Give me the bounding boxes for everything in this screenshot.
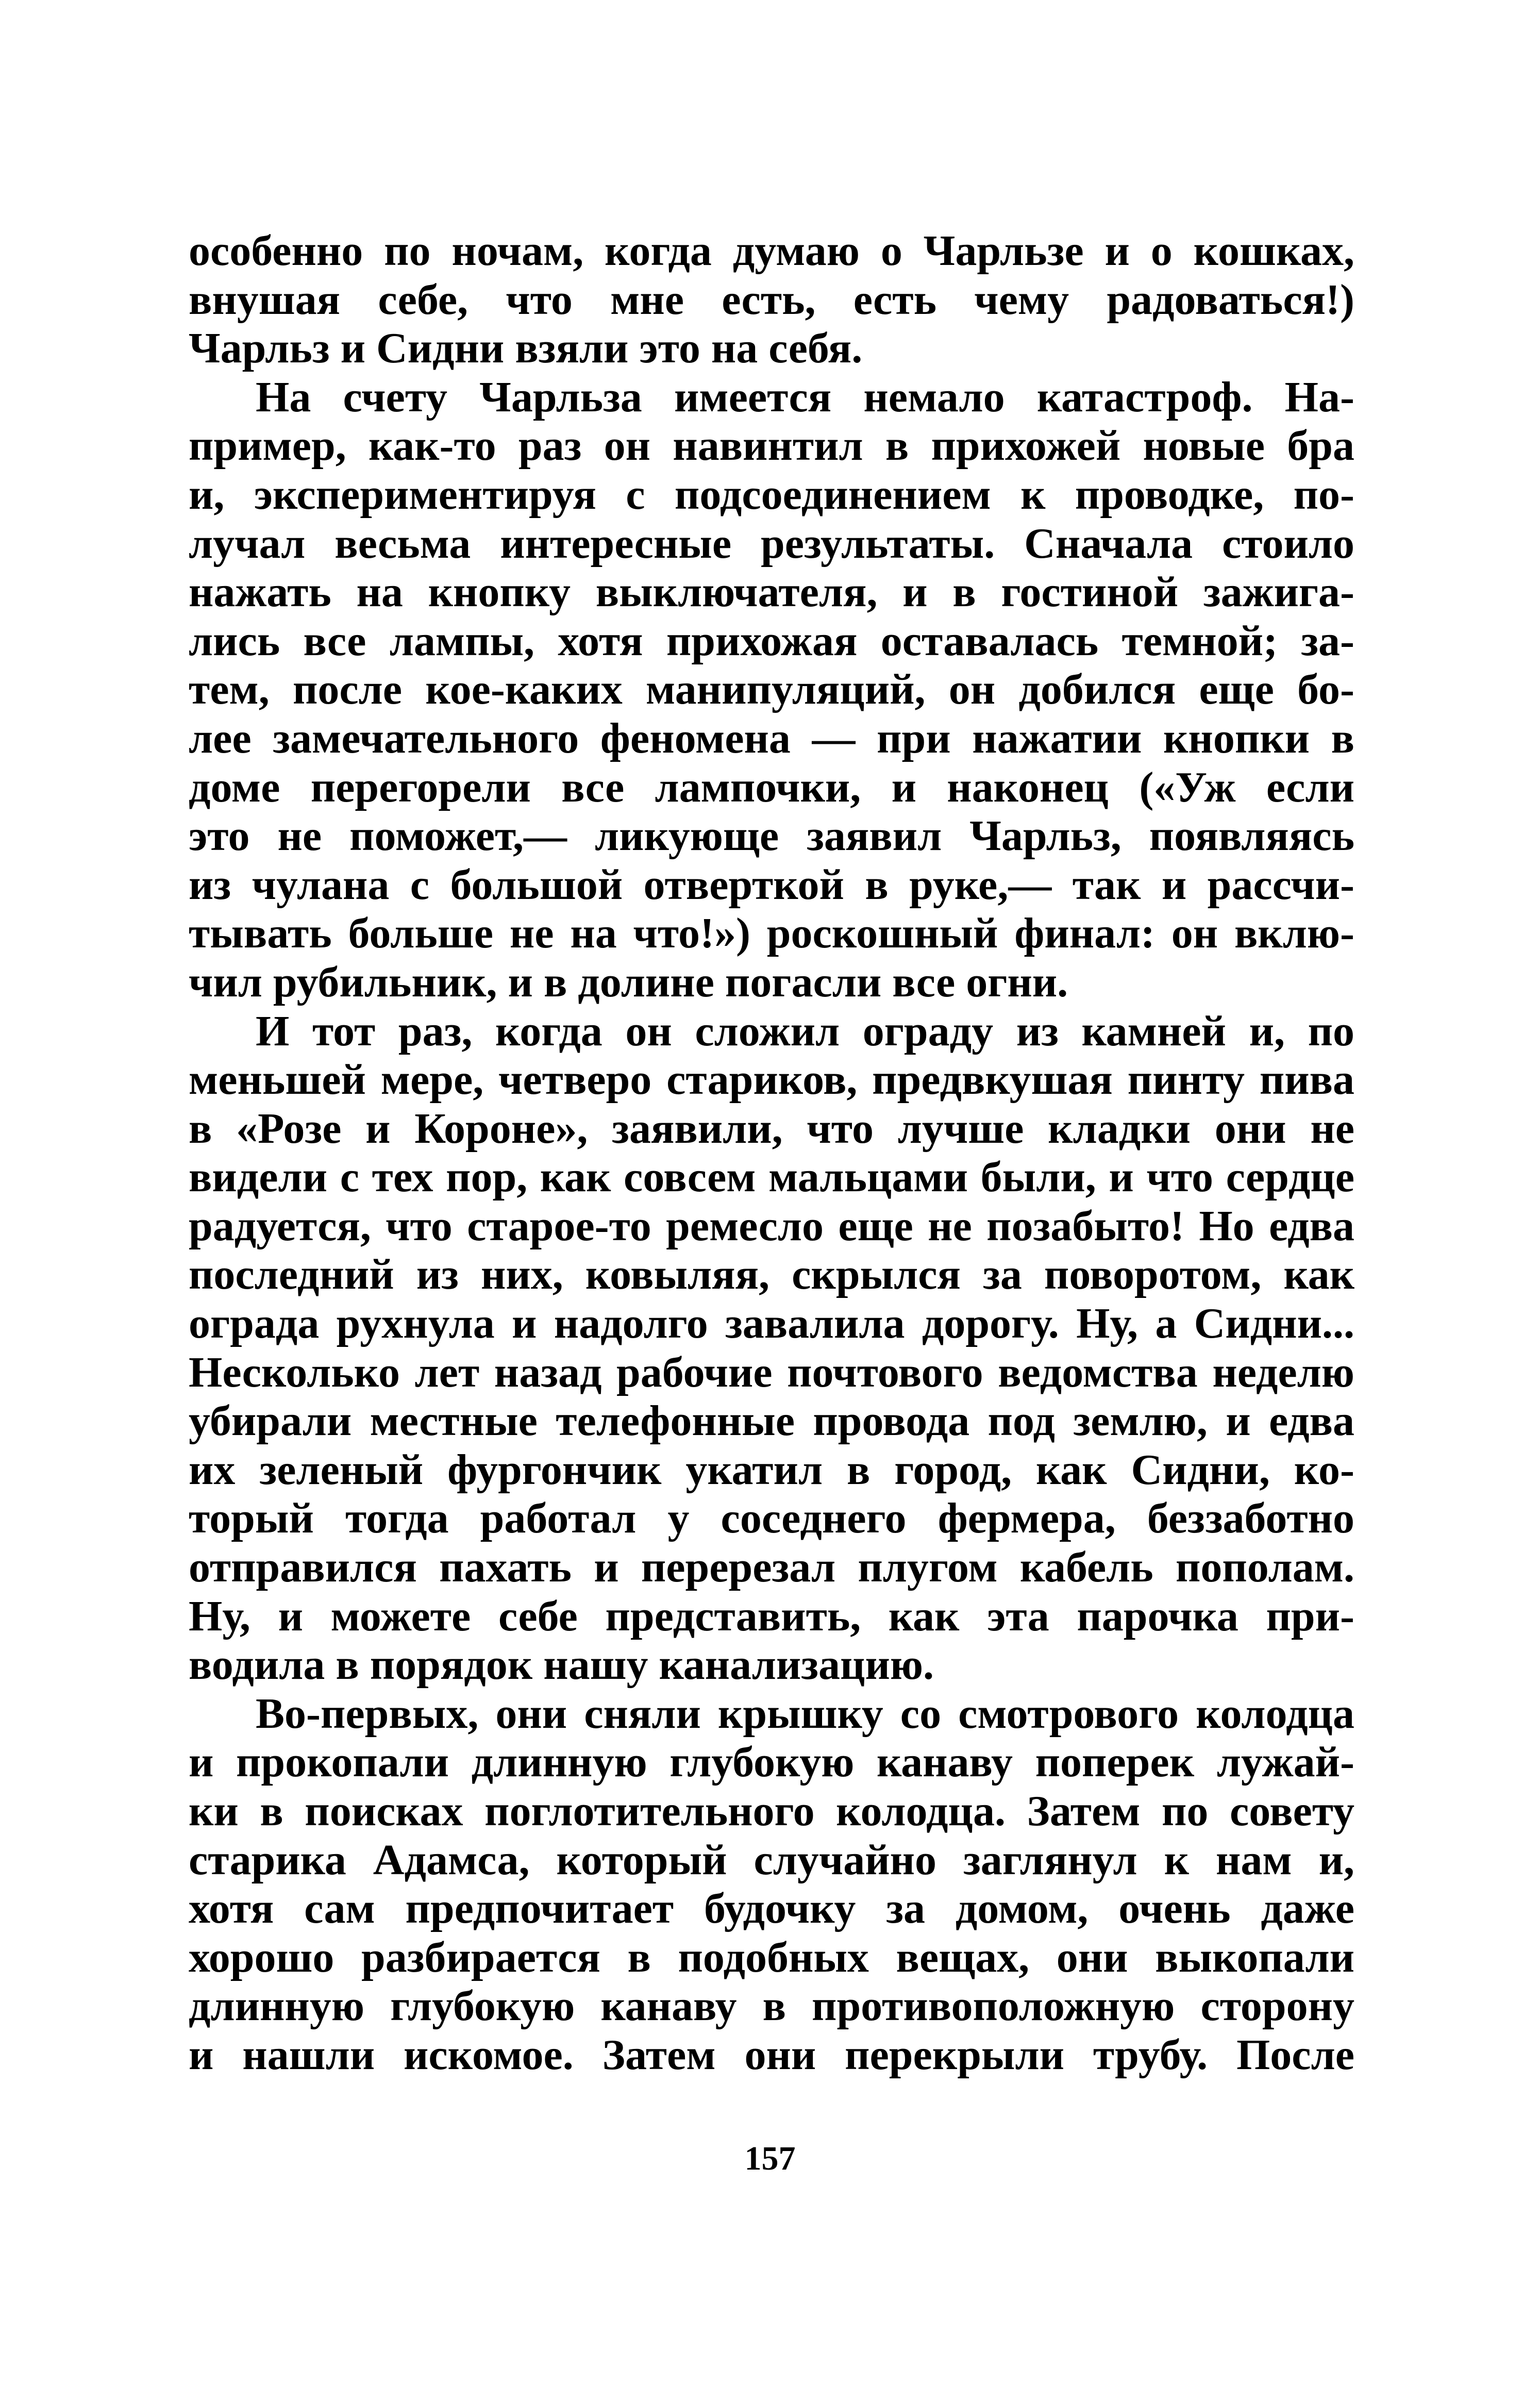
text-line: Ну, и можете себе представить, как эта парочка при- — [189, 1592, 1354, 1640]
text-line: тывать больше не на что!») роскошный финал: он вклю- — [189, 909, 1354, 958]
text-line: из чулана с большой отверткой в руке,— так и рассчи- — [189, 860, 1354, 909]
text-line: лее замечательного феномена — при нажатии кнопки в — [189, 714, 1354, 762]
text-line: торый тогда работал у соседнего фермера, беззаботно — [189, 1494, 1354, 1543]
text-line: водила в порядок нашу канализацию. — [189, 1641, 934, 1689]
text-line: ограда рухнула и надолго завалила дорогу. Ну, а Сидни... — [189, 1299, 1354, 1348]
text-line: Во-первых, они сняли крышку со смотрового колодца — [256, 1689, 1354, 1738]
text-line: в «Розе и Короне», заявили, что лучше кладки они не — [189, 1104, 1354, 1153]
text-line: отправился пахать и перерезал плугом кабель пополам. — [189, 1543, 1354, 1592]
text-line: старика Адамса, который случайно заглянул к нам и, — [189, 1836, 1354, 1884]
text-line: чил рубильник, и в долине погасли все огни. — [189, 958, 1068, 1006]
text-line: нажать на кнопку выключателя, и в гостиной зажига- — [189, 568, 1354, 616]
text-line: особенно по ночам, когда думаю о Чарльзе и о кошках, — [189, 227, 1354, 275]
text-line: пример, как-то раз он навинтил в прихожей новые бра — [189, 422, 1354, 470]
text-line: последний из них, ковыляя, скрылся за поворотом, как — [189, 1251, 1354, 1299]
text-line: лучал весьма интересные результаты. Сначала стоило — [189, 519, 1354, 568]
text-line: хорошо разбирается в подобных вещах, они выкопали — [189, 1933, 1354, 1981]
text-line: и прокопали длинную глубокую канаву поперек лужай- — [189, 1738, 1354, 1787]
text-line: убирали местные телефонные провода под землю, и едва — [189, 1397, 1354, 1445]
text-line: радуется, что старое-то ремесло еще не позабыто! Но едва — [189, 1202, 1354, 1250]
page-number: 157 — [744, 2140, 796, 2177]
text-line: Несколько лет назад рабочие почтового ведомства неделю — [189, 1348, 1354, 1396]
text-line: лись все лампы, хотя прихожая оставалась темной; за- — [189, 616, 1354, 665]
text-line: и, экспериментируя с подсоединением к проводке, по- — [189, 470, 1354, 519]
body-text — [189, 227, 1354, 2080]
text-line: это не поможет,— ликующе заявил Чарльз, появляясь — [189, 812, 1354, 860]
text-line: доме перегорели все лампочки, и наконец («Уж если — [189, 763, 1354, 811]
text-line: и нашли искомое. Затем они перекрыли трубу. После — [189, 2030, 1354, 2079]
text-line: длинную глубокую канаву в противоположную сторону — [189, 1982, 1354, 2030]
text-line: их зеленый фургончик укатил в город, как Сидни, ко- — [189, 1445, 1354, 1494]
text-line: И тот раз, когда он сложил ограду из камней и, по — [256, 1007, 1354, 1055]
text-line: На счету Чарльза имеется немало катастроф. На- — [256, 373, 1354, 421]
text-line: видели с тех пор, как совсем мальцами были, и что сердце — [189, 1153, 1354, 1202]
text-line: Чарльз и Сидни взяли это на себя. — [189, 324, 863, 373]
text-line: хотя сам предпочитает будочку за домом, очень даже — [189, 1885, 1354, 1933]
text-line: меньшей мере, четверо стариков, предвкушая пинту пива — [189, 1056, 1354, 1104]
text-line: внушая себе, что мне есть, есть чему радоваться!) — [189, 275, 1354, 324]
text-line: ки в поисках поглотительного колодца. Затем по совету — [189, 1787, 1354, 1835]
text-line: тем, после кое-каких манипуляций, он добился еще бо- — [189, 665, 1354, 714]
